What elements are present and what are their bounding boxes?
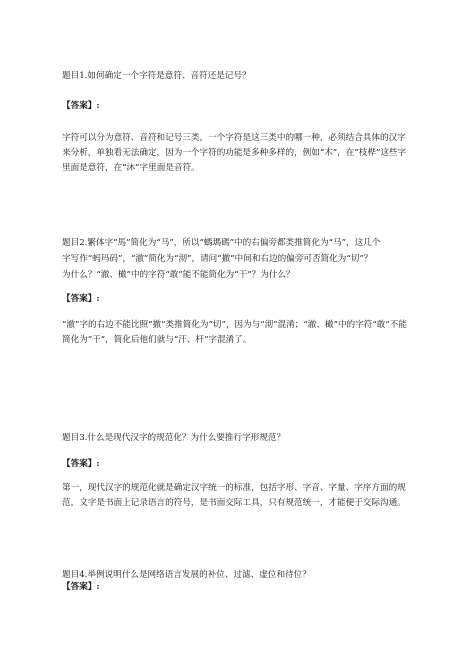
question-3-answer: 第一，现代汉字的规范化就是确定汉字统一的标准，包括字形、字音、字量、字序方面的规范，文字是书面上记录语言的符号，是书面交际工具，只有规范统一，才能便于交际沟通。 — [62, 483, 406, 508]
question-4-title: 题目4.举例说明什么是网络语言发展的补位、过滤、虚位和待位？ — [62, 570, 311, 580]
question-1-answer-label: 【答案】: — [62, 101, 100, 111]
question-2-answer: “澈”字的右边不能比照“撤”类推简化为“切”，因为与“沏”混淆；“澈、橄”中的字符“敢”不能简化为“干”，简化后他们就与“汗、杆”字混淆了。 — [62, 320, 407, 345]
question-2-title-line-2: 字写作“蚂玛码”，“澈”简化为“沏”，请问“撤”中间和右边的偏旁可否简化为“切”？ — [62, 254, 373, 264]
question-1-answer: 字符可以分为意符、音符和记号三类，一个字符是这三类中的哪一种，必须结合具体的汉字来分析，单独看无法确定，因为一个字符的功能是多种多样的，例如“木”，在“枝桦”这些字里面是意符，在“沐”字里面是音符。 — [62, 133, 407, 173]
question-1-title: 题目1.如何确定一个字符是意符、音符还是记号？ — [62, 71, 251, 81]
question-3-answer-label: 【答案】: — [62, 459, 100, 469]
question-2-answer-label: 【答案】: — [62, 294, 100, 304]
question-4-answer-label: 【答案】: — [62, 582, 100, 592]
question-3-title: 题目3.什么是现代汉字的规范化？为什么要推行字形规范？ — [62, 433, 286, 443]
question-2-title-line-3: 为什么？“澈、橄”中的字符“敢”能不能简化为“干”？为什么？ — [62, 270, 295, 280]
question-2-title-line-1: 题目2.繁体字“馬”简化为“马”，所以“螞瑪碼”中的右偏旁都类推简化为“马”，这几个 — [62, 238, 381, 248]
